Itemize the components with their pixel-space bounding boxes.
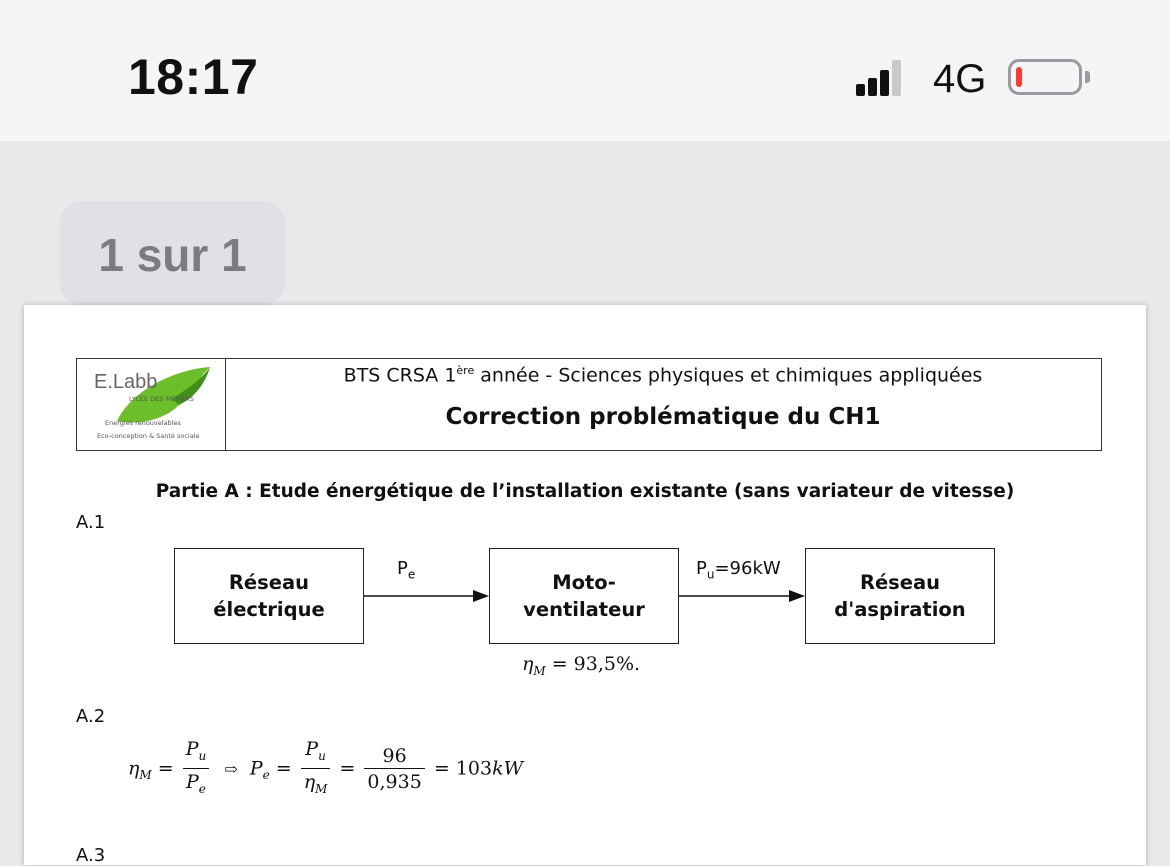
diagram-box-reseau-aspiration: Réseau d'aspiration: [805, 548, 995, 644]
diagram-box-moto-ventilateur: Moto- ventilateur: [489, 548, 679, 644]
logo-name: E.Labb: [94, 371, 158, 393]
diagram-box-reseau-electrique: Réseau électrique: [174, 548, 364, 644]
document-page[interactable]: [24, 305, 1146, 865]
arrow-label-pu: $P_u=96kW$: [696, 558, 781, 582]
page-counter-label: 1 sur 1: [98, 229, 247, 281]
battery-level: [1016, 67, 1022, 87]
section-a1-label: A.1: [76, 512, 106, 533]
logo-line2: Eco-conception & Santé sociale: [97, 432, 200, 440]
implies-arrow-icon: ⇨: [224, 759, 238, 779]
course-line: BTS CRSA 1ère année - Sciences physiques et chimiques appliquées: [343, 364, 983, 387]
logo-tagline: LYCÉE DES MÉTIERS: [129, 395, 194, 403]
section-a3-label: A.3: [76, 845, 106, 866]
partie-title: Partie A : Etude énergétique de l’installation existante (sans variateur de vitesse): [155, 481, 1015, 502]
arrow-label-pe: $P_e$: [397, 558, 416, 582]
logo-line1: Energies renouvelables: [105, 419, 181, 427]
cellular-signal-icon: [856, 60, 902, 96]
battery-icon: [1008, 59, 1082, 95]
status-bar: [0, 0, 1170, 141]
document-title: Correction problématique du CH1: [445, 404, 881, 430]
arrow-head-icon: [473, 590, 489, 602]
arrow-head-icon: [789, 590, 805, 602]
section-a2-label: A.2: [76, 706, 106, 727]
battery-tip: [1085, 71, 1090, 83]
power-formula: $\eta_M$ = $\frac{P_u}{P_e}$ ⇨ $P_e$ = $\frac{P_u}{\eta_M}$ = $\frac{96}{0,935}$ = 103kW: [128, 738, 524, 796]
page-counter: [60, 201, 285, 305]
status-time: 18:17: [128, 49, 259, 105]
efficiency-value: $\eta_M = 93,5\%$.: [522, 653, 641, 678]
network-type: 4G: [933, 57, 987, 101]
